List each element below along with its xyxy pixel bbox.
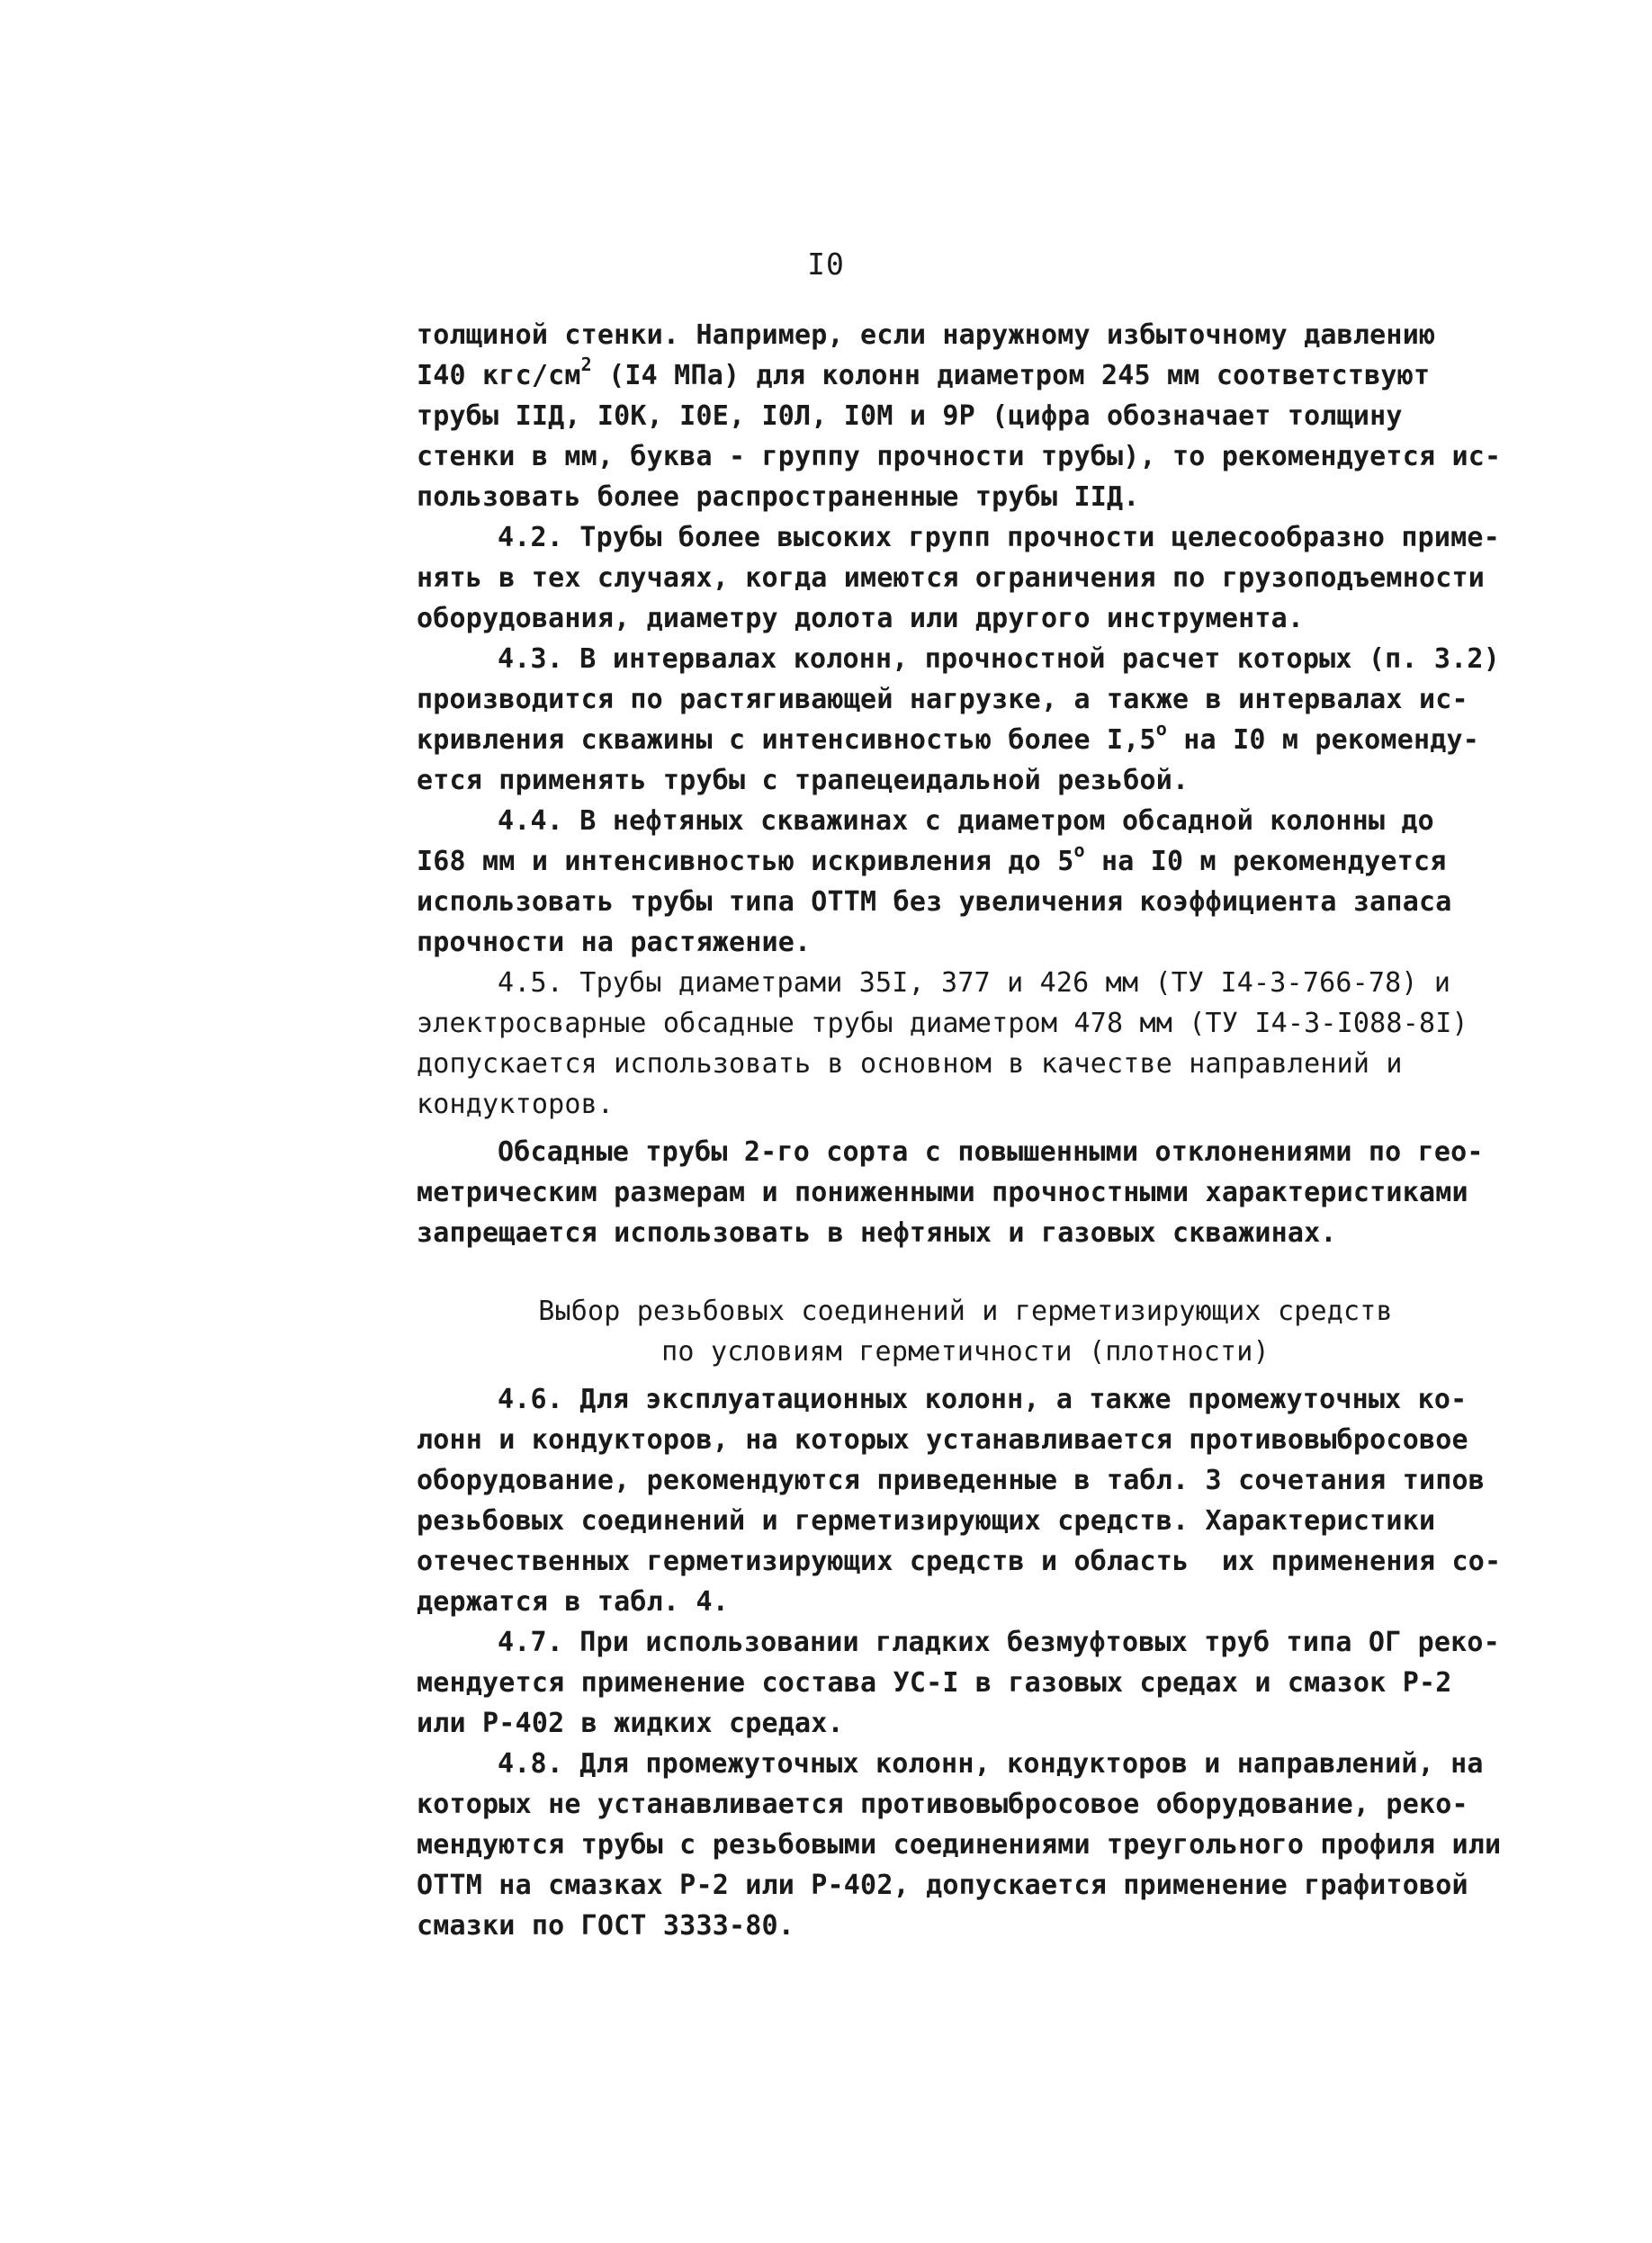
degree-sign: o	[1155, 718, 1168, 740]
paragraph-4-6-line: отечественных герметизирующих средств и область их применения со-	[417, 1546, 1502, 1577]
paragraph-4-3-line: производится по растягивающей нагрузке, а также в интервалах ис-	[417, 684, 1468, 715]
paragraph-4-3-line: ется применять трубы с трапецеидальной резьбой.	[417, 765, 1190, 796]
text-fragment: I40 кгс/см	[417, 360, 581, 391]
paragraph-4-8-line: которых не устанавливается противовыбросовое оборудование, реко-	[417, 1789, 1468, 1820]
paragraph-4-8-line: ОТТМ на смазках Р-2 или Р-402, допускается применение графитовой	[417, 1870, 1468, 1901]
paragraph-4-5-line: электросварные обсадные трубы диаметром 478 мм (ТУ I4-3-I088-8I)	[417, 1008, 1468, 1039]
paragraph-4-5-line: допускается использовать в основном в качестве направлений и	[417, 1048, 1403, 1080]
paragraph-4-4-line: использовать трубы типа ОТТМ без увеличения коэффициента запаса	[417, 886, 1452, 918]
paragraph-4-5-line: кондукторов.	[417, 1089, 615, 1120]
paragraph-4-4-line: прочности на растяжение.	[417, 927, 812, 958]
paragraph-4-6-line: держатся в табл. 4.	[417, 1586, 729, 1618]
text-fragment: кривления скважины с интенсивностью более I,5	[417, 724, 1156, 756]
paragraph-4-2-line: нять в тех случаях, когда имеются ограничения по грузоподъемности	[417, 562, 1485, 594]
paragraph-4-4-line	[417, 841, 1514, 882]
paragraph-4-6-line: 4.6. Для эксплуатационных колонн, а также промежуточных ко-	[498, 1384, 1468, 1415]
text-fragment: на I0 м рекоменду-	[1167, 724, 1480, 756]
paragraph-4-7-line: 4.7. При использовании гладких безмуфтовых труб типа ОГ реко-	[498, 1627, 1500, 1658]
paragraph-4-6-line: лонн и кондукторов, на которых устанавливается противовыбросовое	[417, 1424, 1468, 1456]
text-line: трубы IIД, I0К, I0Е, I0Л, I0М и 9Р (цифра обозначает толщину	[417, 400, 1403, 432]
paragraph-second-grade-line: Обсадные трубы 2-го сорта с повышенными отклонениями по гео-	[498, 1136, 1484, 1168]
degree-sign: o	[1073, 839, 1085, 861]
text-fragment: (I4 МПа) для колонн диаметром 245 мм соответствуют	[591, 360, 1431, 391]
paragraph-second-grade-line: запрещается использовать в нефтяных и газовых скважинах.	[417, 1217, 1337, 1249]
section-heading: по условиям герметичности (плотности)	[661, 1336, 1270, 1368]
text-line: пользовать более распространенные трубы IIД.	[417, 481, 1140, 513]
paragraph-second-grade-line: метрическим размерам и пониженными прочностными характеристиками	[417, 1177, 1468, 1208]
paragraph-4-2-line: 4.2. Трубы более высоких групп прочности целесообразно приме-	[498, 522, 1500, 553]
paragraph-4-8-line: мендуются трубы с резьбовыми соединениями треугольного профиля или	[417, 1829, 1502, 1861]
page-number: I0	[807, 247, 845, 282]
text-line: толщиной стенки. Например, если наружному избыточному давлению	[417, 319, 1436, 351]
paragraph-4-2-line: оборудования, диаметру долота или другого инструмента.	[417, 603, 1305, 634]
text-fragment: на I0 м рекомендуется	[1084, 846, 1447, 877]
section-heading: Выбор резьбовых соединений и герметизирующих средств	[538, 1296, 1393, 1327]
paragraph-4-8-line: 4.8. Для промежуточных колонн, кондукторов и направлений, на	[498, 1748, 1484, 1780]
paragraph-4-7-line: мендуется применение состава УС-I в газовых средах и смазок Р-2	[417, 1667, 1452, 1699]
paragraph-4-8-line: смазки по ГОСТ 3333-80.	[417, 1910, 795, 1942]
text-fragment: I68 мм и интенсивностью искривления до 5	[417, 846, 1074, 877]
paragraph-4-3-line	[417, 720, 1514, 760]
paragraph-4-6-line: резьбовых соединений и герметизирующих средств. Характеристики	[417, 1505, 1436, 1537]
paragraph-4-6-line: оборудование, рекомендуются приведенные в табл. 3 сочетания типов	[417, 1465, 1485, 1496]
body-text	[417, 315, 1514, 1946]
text-line: стенки в мм, буква - группу прочности трубы), то рекомендуется ис-	[417, 441, 1502, 472]
superscript: 2	[580, 354, 592, 375]
paragraph-4-4-line: 4.4. В нефтяных скважинах с диаметром обсадной колонны до	[498, 805, 1434, 837]
text-line	[417, 355, 1514, 396]
paragraph-4-7-line: или Р-402 в жидких средах.	[417, 1708, 844, 1739]
paragraph-4-3-line: 4.3. В интервалах колонн, прочностной расчет которых (п. 3.2)	[498, 643, 1500, 675]
paragraph-4-5-line: 4.5. Трубы диаметрами 35I, 377 и 426 мм (ТУ I4-3-766-78) и	[498, 967, 1451, 999]
